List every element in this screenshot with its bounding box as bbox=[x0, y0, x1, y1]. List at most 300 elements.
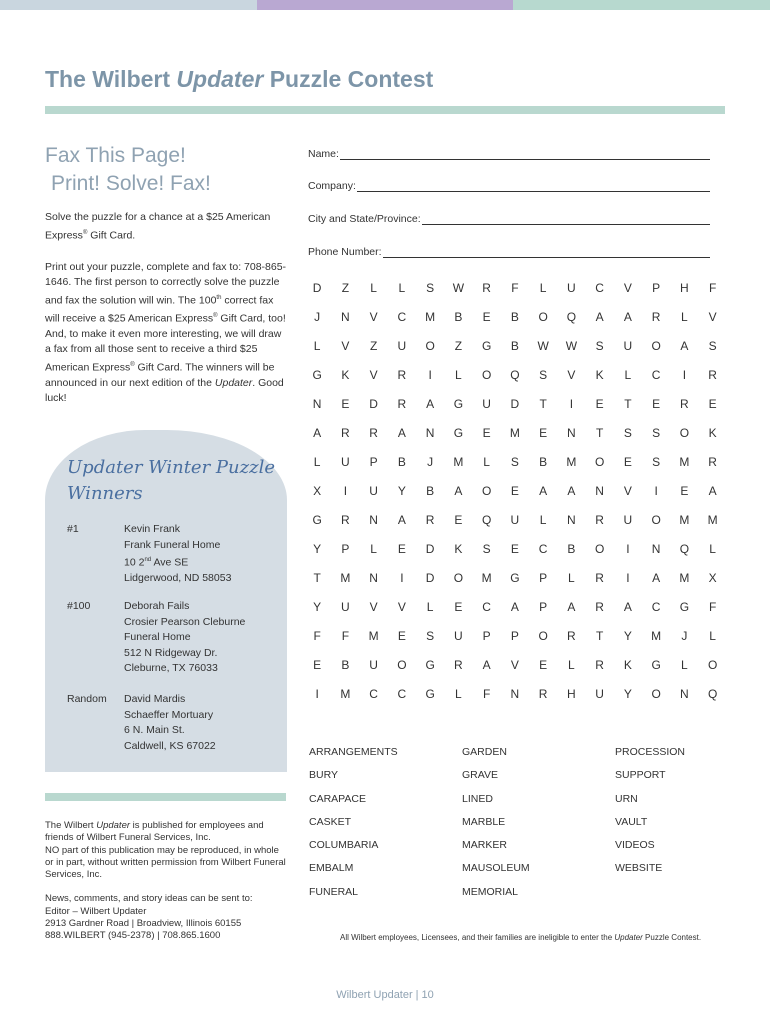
grid-letter[interactable]: G bbox=[510, 571, 520, 585]
grid-letter[interactable]: P bbox=[482, 629, 491, 643]
phone-line[interactable] bbox=[383, 246, 710, 258]
grid-row bbox=[303, 683, 727, 712]
grid-letter[interactable]: L bbox=[455, 368, 462, 382]
grid-letter[interactable]: O bbox=[651, 513, 661, 527]
grid-letter[interactable]: B bbox=[454, 310, 463, 324]
winner-address: 512 N Ridgeway Dr. bbox=[124, 646, 218, 659]
fax-heading-line1: Fax This Page! bbox=[45, 144, 186, 167]
word-list-item: BURY bbox=[309, 769, 338, 782]
winner-city: Caldwell, KS 67022 bbox=[124, 739, 216, 752]
grid-letter[interactable]: T bbox=[539, 397, 547, 411]
winner-rank: Random bbox=[67, 693, 107, 705]
grid-letter[interactable]: V bbox=[369, 600, 378, 614]
word-list-item: MEMORIAL bbox=[462, 885, 519, 898]
phone-label: Phone Number: bbox=[308, 246, 382, 258]
grid-letter[interactable]: F bbox=[708, 600, 717, 614]
grid-letter[interactable]: U bbox=[623, 339, 633, 353]
grid-letter[interactable]: Q bbox=[566, 310, 577, 324]
grid-letter[interactable]: D bbox=[425, 542, 435, 556]
grid-letter[interactable]: L bbox=[426, 600, 434, 614]
grid-letter[interactable]: M bbox=[679, 513, 690, 527]
grid-letter[interactable]: I bbox=[654, 484, 658, 498]
grid-letter[interactable]: S bbox=[708, 339, 717, 353]
grid-letter[interactable]: L bbox=[313, 339, 321, 353]
grid-letter[interactable]: E bbox=[454, 600, 463, 614]
grid-letter[interactable]: A bbox=[397, 426, 406, 440]
top-color-bar-1 bbox=[0, 0, 257, 10]
grid-letter[interactable]: E bbox=[708, 397, 717, 411]
grid-letter[interactable]: M bbox=[707, 513, 718, 527]
word-list-item: MAUSOLEUM bbox=[462, 862, 530, 875]
grid-letter[interactable]: P bbox=[341, 542, 350, 556]
grid-letter[interactable]: G bbox=[312, 513, 322, 527]
word-list-column bbox=[309, 746, 462, 909]
word-list-item: MARKER bbox=[462, 839, 507, 852]
grid-letter[interactable]: B bbox=[539, 455, 548, 469]
grid-letter[interactable]: E bbox=[397, 542, 406, 556]
grid-letter[interactable]: S bbox=[595, 339, 604, 353]
grid-letter[interactable]: A bbox=[623, 600, 632, 614]
grid-letter[interactable]: N bbox=[312, 397, 322, 411]
city-state-label: City and State/Province: bbox=[308, 213, 421, 225]
grid-letter[interactable]: S bbox=[623, 426, 632, 440]
page-title: The Wilbert Updater Puzzle Contest bbox=[45, 66, 434, 92]
grid-letter[interactable]: U bbox=[341, 455, 350, 469]
grid-letter[interactable]: T bbox=[313, 571, 321, 585]
grid-letter[interactable]: E bbox=[454, 513, 463, 527]
grid-letter[interactable]: V bbox=[369, 368, 378, 382]
grid-letter[interactable]: C bbox=[651, 368, 661, 382]
grid-letter[interactable]: M bbox=[509, 426, 520, 440]
grid-letter[interactable]: Y bbox=[397, 484, 406, 498]
grid-letter[interactable]: Q bbox=[481, 513, 492, 527]
grid-letter[interactable]: R bbox=[680, 397, 689, 411]
grid-letter[interactable]: F bbox=[511, 281, 519, 295]
grid-letter[interactable]: L bbox=[681, 658, 688, 672]
top-color-bar-2 bbox=[257, 0, 513, 10]
grid-letter[interactable]: W bbox=[537, 339, 549, 353]
grid-letter[interactable]: A bbox=[510, 600, 519, 614]
grid-letter[interactable]: G bbox=[453, 426, 464, 440]
grid-letter[interactable]: F bbox=[482, 687, 491, 701]
grid-letter[interactable]: L bbox=[313, 455, 321, 469]
grid-letter[interactable]: A bbox=[567, 484, 576, 498]
name-field[interactable] bbox=[308, 144, 710, 160]
grid-letter[interactable]: R bbox=[708, 368, 717, 382]
publication-notice: The Wilbert Updater is published for employees and friends of Wilbert Funeral Services, Inc. NO part of this publication may be reproduced, in whole or in part, without written permission from Wilbert Funeral Services, Inc. bbox=[45, 820, 286, 881]
grid-row bbox=[303, 654, 727, 683]
grid-letter[interactable]: L bbox=[568, 571, 575, 585]
grid-letter[interactable]: O bbox=[594, 542, 605, 556]
grid-letter[interactable]: S bbox=[539, 368, 548, 382]
grid-letter[interactable]: S bbox=[652, 426, 661, 440]
name-label: Name: bbox=[308, 148, 339, 160]
grid-letter[interactable]: V bbox=[567, 368, 576, 382]
grid-letter[interactable]: C bbox=[651, 600, 661, 614]
grid-letter[interactable]: U bbox=[623, 513, 633, 527]
word-list-item: GRAVE bbox=[462, 769, 498, 782]
grid-letter[interactable]: M bbox=[340, 571, 351, 585]
grid-letter[interactable]: M bbox=[340, 687, 351, 701]
grid-letter[interactable]: Y bbox=[623, 629, 632, 643]
grid-letter[interactable]: Q bbox=[679, 542, 690, 556]
grid-letter[interactable]: T bbox=[595, 629, 604, 643]
grid-letter[interactable]: I bbox=[626, 542, 630, 556]
grid-letter[interactable]: P bbox=[539, 600, 548, 614]
grid-letter[interactable]: O bbox=[538, 629, 548, 643]
publication-divider bbox=[45, 793, 286, 801]
grid-letter[interactable]: E bbox=[482, 426, 491, 440]
grid-letter[interactable]: U bbox=[454, 629, 463, 643]
grid-letter[interactable]: A bbox=[397, 513, 406, 527]
word-list-item: SUPPORT bbox=[615, 769, 666, 782]
grid-letter[interactable]: L bbox=[624, 368, 632, 382]
grid-letter[interactable]: O bbox=[481, 484, 492, 498]
grid-letter[interactable]: Z bbox=[369, 339, 378, 353]
grid-letter[interactable]: E bbox=[482, 310, 491, 324]
grid-row bbox=[303, 393, 727, 422]
grid-letter[interactable]: E bbox=[680, 484, 689, 498]
grid-letter[interactable]: O bbox=[425, 339, 435, 353]
instructions-paragraph-1: Solve the puzzle for a chance at a $25 American Express® Gift Card. bbox=[45, 211, 271, 241]
grid-letter[interactable]: O bbox=[538, 310, 548, 324]
grid-letter[interactable]: U bbox=[510, 513, 520, 527]
winner-company: Frank Funeral Home bbox=[124, 538, 221, 551]
grid-letter[interactable]: P bbox=[539, 571, 548, 585]
grid-letter[interactable]: D bbox=[425, 571, 435, 585]
grid-letter[interactable]: F bbox=[313, 629, 321, 643]
grid-letter[interactable]: L bbox=[370, 542, 377, 556]
instructions-paragraph-2: Print out your puzzle, complete and fax to: 708-865-1646. The first person to correctly solve the puzzle and fax the solution will win. The 100th correct fax will receive a $25 American Express® Gift Card, too! And, to make it even more interesting, we will draw a fax from all those sent to receive a third $25 American Express® Gift Card. The winners will be announced in our next edition of the Updater. Good luck! bbox=[45, 260, 287, 404]
grid-letter[interactable]: N bbox=[369, 513, 378, 527]
grid-letter[interactable]: X bbox=[313, 484, 322, 498]
grid-letter[interactable]: J bbox=[314, 310, 321, 324]
grid-letter[interactable]: V bbox=[708, 310, 717, 324]
winner-city: Cleburne, TX 76033 bbox=[124, 662, 218, 674]
grid-letter[interactable]: H bbox=[680, 281, 689, 295]
grid-letter[interactable]: N bbox=[567, 513, 576, 527]
name-line[interactable] bbox=[340, 148, 710, 160]
grid-letter[interactable]: R bbox=[567, 629, 576, 643]
winner-name: David Mardis bbox=[124, 693, 186, 705]
grid-letter[interactable]: E bbox=[623, 455, 632, 469]
grid-row bbox=[303, 480, 727, 509]
fax-heading bbox=[45, 142, 211, 198]
grid-letter[interactable]: A bbox=[313, 426, 322, 440]
grid-letter[interactable]: B bbox=[341, 658, 350, 672]
grid-letter[interactable]: R bbox=[708, 455, 717, 469]
grid-row bbox=[303, 625, 727, 654]
word-list-item: FUNERAL bbox=[309, 885, 359, 898]
grid-letter[interactable]: O bbox=[707, 658, 718, 672]
grid-letter[interactable]: L bbox=[709, 629, 716, 643]
grid-letter[interactable]: P bbox=[510, 629, 519, 643]
fax-heading-line2: Print! Solve! Fax! bbox=[51, 172, 211, 195]
grid-letter[interactable]: R bbox=[651, 310, 661, 324]
grid-letter[interactable]: R bbox=[595, 600, 604, 614]
word-list-item: ARRANGEMENTS bbox=[309, 746, 398, 758]
grid-letter[interactable]: M bbox=[679, 455, 690, 469]
grid-letter[interactable]: M bbox=[453, 455, 464, 469]
grid-letter[interactable]: V bbox=[341, 339, 350, 353]
grid-letter[interactable]: L bbox=[568, 658, 575, 672]
grid-letter[interactable]: K bbox=[623, 658, 632, 672]
grid-letter[interactable]: Q bbox=[707, 687, 718, 701]
grid-letter[interactable]: L bbox=[539, 281, 547, 295]
grid-letter[interactable]: V bbox=[369, 310, 378, 324]
grid-letter[interactable]: N bbox=[369, 571, 378, 585]
grid-letter[interactable]: N bbox=[651, 542, 661, 556]
grid-letter[interactable]: N bbox=[595, 484, 604, 498]
grid-letter[interactable]: H bbox=[567, 687, 576, 701]
grid-letter[interactable]: I bbox=[682, 368, 687, 382]
grid-letter[interactable]: P bbox=[369, 455, 378, 469]
grid-letter[interactable]: G bbox=[453, 397, 464, 411]
eligibility-disclaimer: All Wilbert employees, Licensees, and their families are ineligible to enter the Updater Puzzle Contest. bbox=[340, 933, 702, 942]
grid-letter[interactable]: O bbox=[651, 339, 661, 353]
grid-letter[interactable]: A bbox=[595, 310, 604, 324]
grid-letter[interactable]: Y bbox=[623, 687, 632, 701]
grid-letter[interactable]: A bbox=[482, 658, 491, 672]
grid-letter[interactable]: R bbox=[454, 658, 463, 672]
word-list bbox=[309, 746, 729, 909]
grid-letter[interactable]: R bbox=[341, 513, 350, 527]
grid-letter[interactable]: R bbox=[397, 397, 407, 411]
grid-letter[interactable]: P bbox=[652, 281, 661, 295]
word-list-item: GARDEN bbox=[462, 746, 507, 758]
grid-letter[interactable]: N bbox=[567, 426, 576, 440]
grid-letter[interactable]: R bbox=[595, 513, 604, 527]
grid-letter[interactable]: S bbox=[482, 542, 491, 556]
grid-letter[interactable]: U bbox=[369, 658, 378, 672]
contact-intro: News, comments, and story ideas can be sent to: bbox=[45, 893, 253, 905]
grid-letter[interactable]: R bbox=[425, 513, 435, 527]
grid-row bbox=[303, 364, 727, 393]
grid-letter[interactable]: K bbox=[341, 368, 350, 382]
grid-row bbox=[303, 451, 727, 480]
grid-letter[interactable]: E bbox=[539, 426, 548, 440]
winner-city: Lidgerwood, ND 58053 bbox=[124, 572, 232, 584]
contest-instructions bbox=[45, 210, 290, 423]
grid-letter[interactable]: E bbox=[397, 629, 406, 643]
grid-letter[interactable]: W bbox=[565, 339, 578, 353]
top-color-bar-3 bbox=[513, 0, 770, 10]
grid-letter[interactable]: B bbox=[567, 542, 576, 556]
grid-letter[interactable]: A bbox=[680, 339, 689, 353]
grid-letter[interactable]: R bbox=[341, 426, 350, 440]
grid-letter[interactable]: N bbox=[341, 310, 350, 324]
grid-letter[interactable]: C bbox=[369, 687, 378, 701]
grid-letter[interactable]: Y bbox=[313, 600, 322, 614]
grid-letter[interactable]: O bbox=[397, 658, 407, 672]
grid-letter[interactable]: R bbox=[595, 571, 604, 585]
grid-letter[interactable]: E bbox=[652, 397, 661, 411]
grid-letter[interactable]: Z bbox=[454, 339, 463, 353]
grid-letter[interactable]: G bbox=[481, 339, 492, 353]
grid-letter[interactable]: B bbox=[510, 310, 519, 324]
grid-letter[interactable]: L bbox=[483, 455, 490, 469]
grid-letter[interactable]: F bbox=[708, 281, 717, 295]
phone-field[interactable] bbox=[308, 242, 710, 258]
grid-letter[interactable]: K bbox=[595, 368, 604, 382]
grid-letter[interactable]: S bbox=[652, 455, 661, 469]
grid-letter[interactable]: M bbox=[368, 629, 379, 643]
footer-page-number: 10 bbox=[421, 989, 434, 1001]
grid-letter[interactable]: T bbox=[624, 397, 632, 411]
company-field[interactable] bbox=[308, 176, 710, 192]
grid-letter[interactable]: M bbox=[651, 629, 662, 643]
grid-row bbox=[303, 567, 727, 596]
grid-letter[interactable]: G bbox=[312, 368, 322, 382]
grid-letter[interactable]: O bbox=[679, 426, 690, 440]
grid-letter[interactable]: C bbox=[397, 687, 407, 701]
grid-letter[interactable]: C bbox=[482, 600, 491, 614]
grid-letter[interactable]: A bbox=[567, 600, 576, 614]
grid-letter[interactable]: B bbox=[397, 455, 406, 469]
grid-letter[interactable]: A bbox=[454, 484, 463, 498]
grid-letter[interactable]: T bbox=[595, 426, 604, 440]
grid-letter[interactable]: I bbox=[428, 368, 432, 382]
grid-letter[interactable]: A bbox=[652, 571, 661, 585]
grid-letter[interactable]: I bbox=[626, 571, 630, 585]
footer-publication: Wilbert Updater bbox=[336, 989, 413, 1001]
grid-letter[interactable]: D bbox=[510, 397, 520, 411]
grid-letter[interactable]: O bbox=[481, 368, 492, 382]
grid-letter[interactable]: O bbox=[651, 687, 661, 701]
grid-letter[interactable]: V bbox=[510, 658, 519, 672]
word-list-item: COLUMBARIA bbox=[309, 839, 379, 852]
winner-name: Kevin Frank bbox=[124, 523, 181, 535]
contact-address: 2913 Gardner Road | Broadview, Illinois 60155 bbox=[45, 918, 242, 930]
grid-letter[interactable]: V bbox=[397, 600, 406, 614]
word-list-item: CASKET bbox=[309, 815, 352, 828]
grid-letter[interactable]: U bbox=[482, 397, 491, 411]
grid-letter[interactable]: U bbox=[397, 339, 407, 353]
grid-letter[interactable]: E bbox=[313, 658, 322, 672]
grid-row bbox=[303, 335, 727, 364]
grid-letter[interactable]: S bbox=[426, 281, 435, 295]
grid-letter[interactable]: V bbox=[623, 484, 632, 498]
word-list-item: EMBALM bbox=[309, 862, 354, 875]
winner-address: 10 2nd Ave SE bbox=[124, 556, 189, 569]
grid-letter[interactable]: E bbox=[539, 658, 548, 672]
winner-rank: #1 bbox=[67, 523, 79, 535]
grid-letter[interactable]: I bbox=[400, 571, 404, 585]
grid-letter[interactable]: A bbox=[623, 310, 632, 324]
grid-letter[interactable]: C bbox=[397, 310, 407, 324]
grid-letter[interactable]: K bbox=[454, 542, 463, 556]
grid-letter[interactable]: J bbox=[427, 455, 434, 469]
company-label: Company: bbox=[308, 180, 356, 192]
grid-letter[interactable]: C bbox=[595, 281, 604, 295]
word-list-item: LINED bbox=[462, 792, 493, 805]
grid-letter[interactable]: U bbox=[341, 600, 350, 614]
grid-letter[interactable]: A bbox=[708, 484, 717, 498]
grid-letter[interactable]: S bbox=[510, 455, 519, 469]
grid-letter[interactable]: A bbox=[426, 397, 435, 411]
grid-letter[interactable]: U bbox=[369, 484, 378, 498]
grid-letter[interactable]: V bbox=[623, 281, 632, 295]
grid-letter[interactable]: I bbox=[315, 687, 319, 701]
publication-info bbox=[45, 820, 290, 943]
grid-letter[interactable]: W bbox=[452, 281, 465, 295]
grid-letter[interactable]: X bbox=[708, 571, 717, 585]
grid-letter[interactable]: M bbox=[679, 571, 690, 585]
grid-letter[interactable]: M bbox=[425, 310, 436, 324]
grid-letter[interactable]: R bbox=[538, 687, 548, 701]
grid-letter[interactable]: C bbox=[538, 542, 548, 556]
grid-letter[interactable]: N bbox=[680, 687, 689, 701]
grid-row bbox=[303, 277, 727, 306]
grid-letter[interactable]: U bbox=[595, 687, 604, 701]
grid-letter[interactable]: F bbox=[341, 629, 350, 643]
city-state-field[interactable] bbox=[308, 209, 710, 225]
grid-letter[interactable]: E bbox=[510, 484, 519, 498]
word-list-item: CARAPACE bbox=[309, 792, 366, 805]
grid-row bbox=[303, 422, 727, 451]
grid-letter[interactable]: O bbox=[453, 571, 464, 585]
grid-letter[interactable]: N bbox=[510, 687, 520, 701]
grid-letter[interactable]: L bbox=[681, 310, 688, 324]
grid-letter[interactable]: L bbox=[455, 687, 462, 701]
grid-letter[interactable]: N bbox=[425, 426, 435, 440]
contact-editor: Editor – Wilbert Updater bbox=[45, 905, 147, 917]
grid-letter[interactable]: B bbox=[510, 339, 519, 353]
winner-address: 6 N. Main St. bbox=[124, 724, 185, 736]
grid-letter[interactable]: R bbox=[482, 281, 491, 295]
grid-letter[interactable]: M bbox=[566, 455, 577, 469]
grid-letter[interactable]: S bbox=[426, 629, 435, 643]
grid-letter[interactable]: M bbox=[481, 571, 492, 585]
grid-letter[interactable]: B bbox=[426, 484, 435, 498]
grid-letter[interactable]: I bbox=[343, 484, 348, 498]
grid-letter[interactable]: D bbox=[369, 397, 378, 411]
grid-letter[interactable]: R bbox=[369, 426, 378, 440]
grid-letter[interactable]: E bbox=[510, 542, 519, 556]
grid-letter[interactable]: E bbox=[341, 397, 350, 411]
grid-letter[interactable]: J bbox=[681, 629, 688, 643]
word-list-item: MARBLE bbox=[462, 815, 506, 828]
company-line[interactable] bbox=[357, 180, 710, 192]
grid-letter[interactable]: R bbox=[397, 368, 407, 382]
grid-letter[interactable]: G bbox=[679, 600, 690, 614]
grid-letter[interactable]: G bbox=[425, 658, 435, 672]
grid-letter[interactable]: G bbox=[425, 687, 435, 701]
grid-letter[interactable]: L bbox=[398, 281, 406, 295]
grid-row bbox=[303, 306, 727, 335]
grid-letter[interactable]: L bbox=[370, 281, 377, 295]
grid-letter[interactable]: Z bbox=[341, 281, 350, 295]
grid-letter[interactable]: G bbox=[651, 658, 661, 672]
grid-letter[interactable]: E bbox=[595, 397, 604, 411]
city-state-line[interactable] bbox=[422, 213, 710, 225]
grid-letter[interactable]: O bbox=[594, 455, 605, 469]
grid-letter[interactable]: L bbox=[709, 542, 716, 556]
grid-letter[interactable]: U bbox=[567, 281, 576, 295]
word-list-column bbox=[615, 746, 725, 909]
grid-letter[interactable]: R bbox=[595, 658, 604, 672]
winner-rank: #100 bbox=[67, 600, 91, 612]
word-list-item: VIDEOS bbox=[615, 839, 655, 852]
grid-letter[interactable]: K bbox=[708, 426, 717, 440]
grid-letter[interactable]: D bbox=[312, 281, 322, 295]
grid-letter[interactable]: Y bbox=[313, 542, 322, 556]
grid-letter[interactable]: L bbox=[539, 513, 547, 527]
grid-letter[interactable]: I bbox=[569, 397, 574, 411]
grid-letter[interactable]: Q bbox=[510, 368, 520, 382]
winner-company-line2: Funeral Home bbox=[124, 631, 191, 643]
grid-letter[interactable]: A bbox=[539, 484, 548, 498]
